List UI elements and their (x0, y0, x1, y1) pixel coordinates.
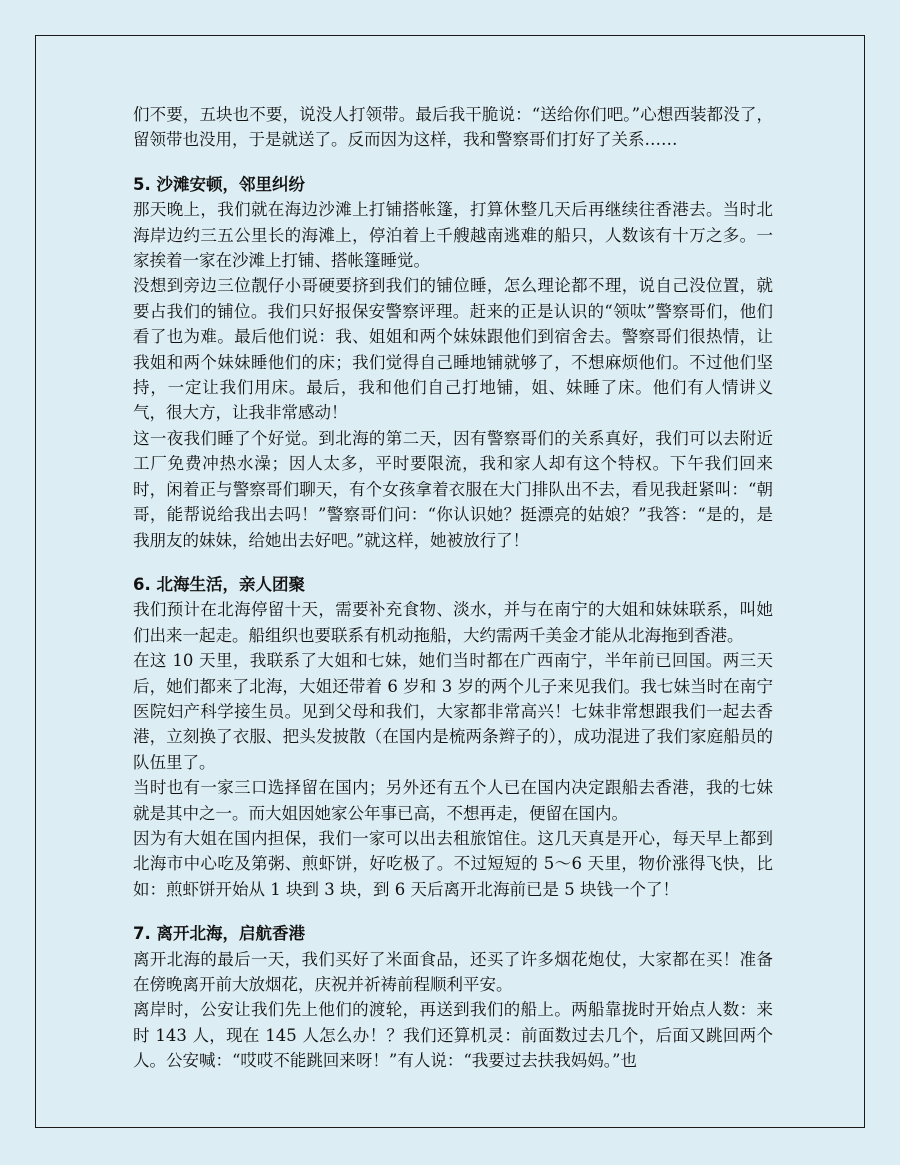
section-7 (133, 921, 773, 1073)
paragraph: 在这 10 天里，我联系了大姐和七妹，她们当时都在广西南宁，半年前已回国。两三天后，她们都来了北海，大姐还带着 6 岁和 3 岁的两个儿子来见我们。我七妹当时在南宁医院妇产科学接生员。见到父母和我们，大家都非常高兴！七妹非常想跟我们一起去香港，立刻换了衣服、把头发披散（在国内是梳两条辫子的），成功混进了我们家庭船员的队伍里了。 (133, 651, 773, 772)
paragraph: 这一夜我们睡了个好觉。到北海的第二天，因有警察哥们的关系真好，我们可以去附近工厂免费冲热水澡；因人太多，平时要限流，我和家人却有这个特权。下午我们回来时，闲着正与警察哥们聊天，有个女孩拿着衣服在大门排队出不去，看见我赶紧叫：“朝哥，能帮说给我出去吗！”警察哥们问：“你认识她？挺漂亮的姑娘？”我答：“是的，是我朋友的妹妹，给她出去好吧。”就这样，她被放行了！ (133, 428, 773, 550)
section-heading: 6. 北海生活，亲人团聚 (133, 574, 305, 594)
paragraph: 离开北海的最后一天，我们买好了米面食品，还买了许多烟花炮仗，大家都在买！准备在傍晚离开前大放烟花，庆祝并祈祷前程顺利平安。 (133, 949, 773, 994)
section-5 (133, 172, 773, 553)
paragraph: 那天晚上，我们就在海边沙滩上打铺搭帐篷，打算休整几天后再继续往香港去。当时北海岸边约三五公里长的海滩上，停泊着上千艘越南逃难的船只，人数该有十万之多。一家挨着一家在沙滩上打铺、搭帐篷睡觉。 (133, 200, 773, 271)
paragraph: 没想到旁边三位靓仔小哥硬要挤到我们的铺位睡，怎么理论都不理，说自己没位置，就要占我们的铺位。我们只好报保安警察评理。赶来的正是认识的“领呔”警察哥们，他们看了也为难。最后他们说：我、姐姐和两个妹妹跟他们到宿舍去。警察哥们很热情，让我姐和两个妹妹睡他们的床；我们觉得自己睡地铺就够了，不想麻烦他们。不过他们坚持，一定让我们用床。最后，我和他们自己打地铺，姐、妹睡了床。他们有人情讲义气，很大方，让我非常感动！ (133, 276, 773, 423)
section-6 (133, 572, 773, 902)
paragraph: 因为有大姐在国内担保，我们一家可以出去租旅馆住。这几天真是开心，每天早上都到北海市中心吃及第粥、煎虾饼，好吃极了。不过短短的 5～6 天里，物价涨得飞快，比如：煎虾饼开始从 1 块到 3 块，到 6 天后离开北海前已是 5 块钱一个了！ (133, 828, 773, 899)
document-body (133, 102, 773, 1074)
paragraph: 我们预计在北海停留十天，需要补充食物、淡水，并与在南宁的大姐和妹妹联系，叫她们出来一起走。船组织也要联系有机动拖船，大约需两千美金才能从北海拖到香港。 (133, 600, 773, 645)
paragraph: 当时也有一家三口选择留在国内；另外还有五个人已在国内决定跟船去香港，我的七妹就是其中之一。而大姐因她家公年事已高，不想再走，便留在国内。 (133, 778, 773, 823)
lead-paragraph: 们不要，五块也不要，说没人打领带。最后我干脆说：“送给你们吧。”心想西装都没了，留领带也没用，于是就送了。反而因为这样，我和警察哥们打好了关系…… (133, 105, 773, 150)
paragraph: 离岸时，公安让我们先上他们的渡轮，再送到我们的船上。两船靠拢时开始点人数：来时 143 人，现在 145 人怎么办！？我们还算机灵：前面数过去几个，后面又跳回两个人。公安喊：“哎哎不能跳回来呀！”有人说：“我要过去扶我妈妈。”也 (133, 1000, 773, 1071)
section-heading: 5. 沙滩安顿，邻里纠纷 (133, 174, 305, 194)
section-heading: 7. 离开北海，启航香港 (133, 924, 305, 944)
